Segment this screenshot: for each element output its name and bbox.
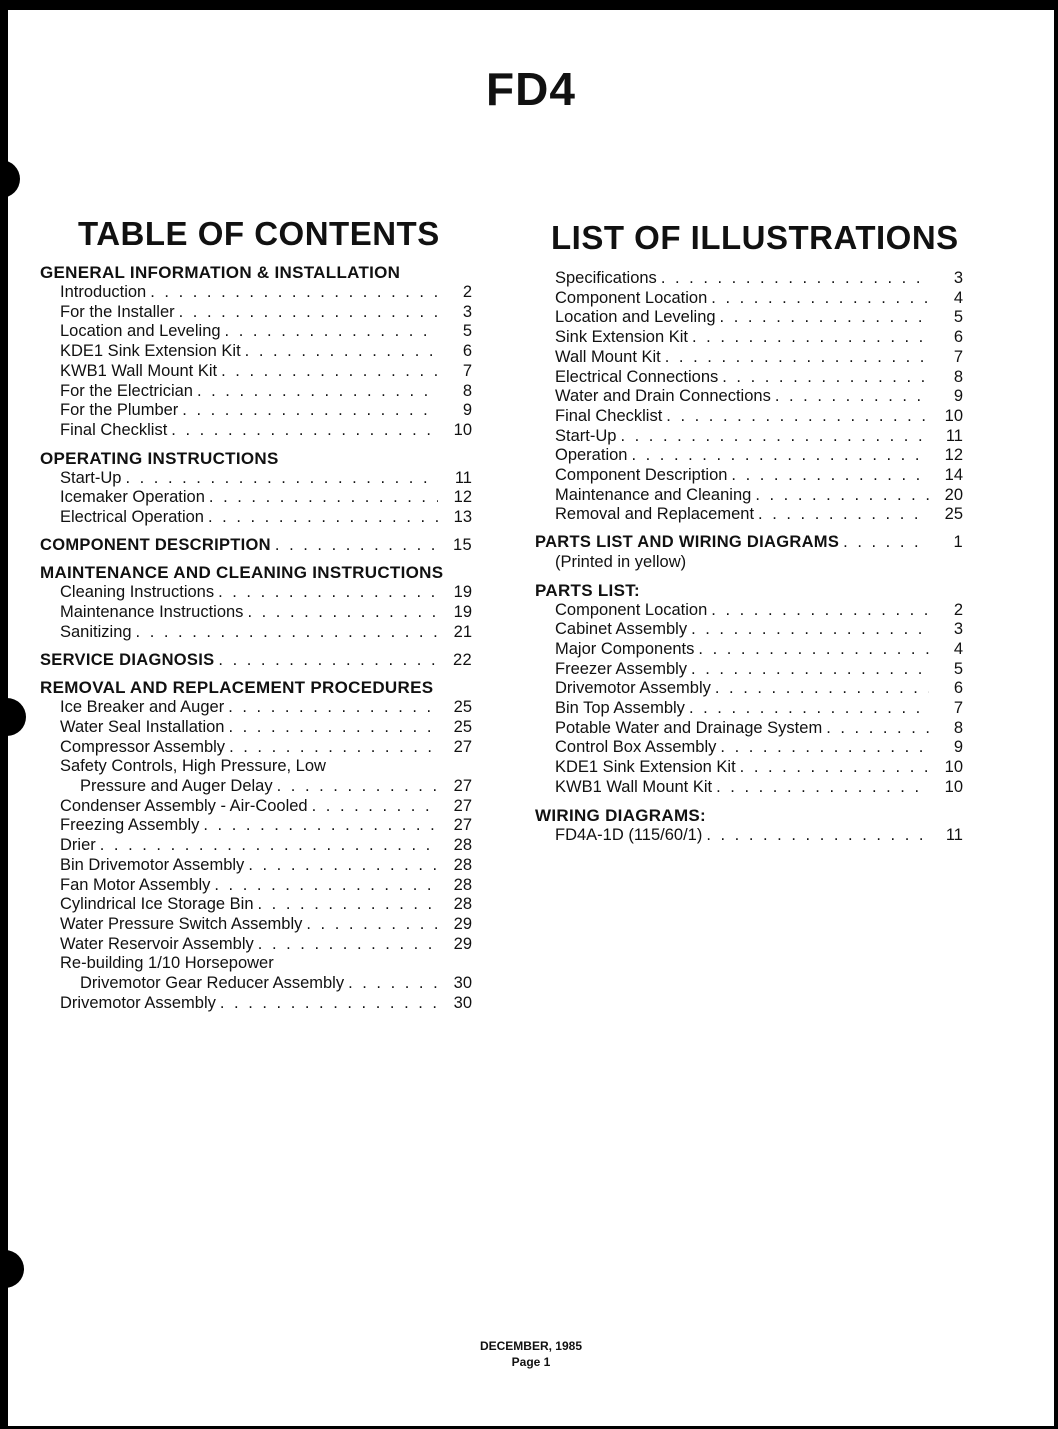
loi-entry[interactable]: Wall Mount Kit . . . 7 xyxy=(535,348,963,368)
toc-entry[interactable]: For the Plumber . . . 9 xyxy=(40,401,472,421)
toc-entry[interactable]: Introduction . . . 2 xyxy=(40,283,472,303)
page-footer xyxy=(8,1338,1054,1370)
table-of-contents xyxy=(40,215,472,1014)
loi-title: LIST OF ILLUSTRATIONS xyxy=(551,219,959,256)
toc-entry-label: Re-building 1/10 Horsepower xyxy=(60,954,274,973)
toc-section-heading: MAINTENANCE AND CLEANING INSTRUCTIONS xyxy=(40,563,444,583)
toc-section-service xyxy=(40,651,472,671)
loi-entry[interactable]: Specifications . . . 3 xyxy=(535,269,963,289)
toc-title: TABLE OF CONTENTS xyxy=(78,215,440,252)
toc-entry[interactable]: Drier . . . 28 xyxy=(40,836,472,856)
loi-entry[interactable]: Component Location . . . 2 xyxy=(535,601,963,621)
toc-section-heading: GENERAL INFORMATION & INSTALLATION xyxy=(40,263,401,282)
toc-entry[interactable]: Ice Breaker and Auger . . . 25 xyxy=(40,698,472,718)
toc-entry[interactable]: Water Reservoir Assembly . . . 29 xyxy=(40,935,472,955)
toc-section-general xyxy=(40,263,472,441)
document-code: FD4 xyxy=(486,63,576,115)
toc-entry[interactable]: Drivemotor Gear Reducer Assembly . . . 30 xyxy=(40,974,472,994)
toc-entry[interactable]: Maintenance Instructions . . . 19 xyxy=(40,603,472,623)
footer-page-number: Page 1 xyxy=(511,1355,551,1369)
loi-entry[interactable]: Control Box Assembly . . . 9 xyxy=(535,738,963,758)
loi-entry[interactable]: Maintenance and Cleaning . . . 20 xyxy=(535,486,963,506)
toc-entry[interactable]: Location and Leveling . . . 5 xyxy=(40,322,472,342)
loi-entry[interactable]: Operation . . . 12 xyxy=(535,446,963,466)
binder-hole-mark xyxy=(0,1250,24,1288)
loi-parts-and-wiring xyxy=(535,533,963,572)
toc-entry[interactable]: Cleaning Instructions . . . 19 xyxy=(40,583,472,603)
toc-entry[interactable]: Bin Drivemotor Assembly . . . 28 xyxy=(40,856,472,876)
loi-entry[interactable]: Location and Leveling . . . 5 xyxy=(535,308,963,328)
toc-entry[interactable]: For the Electrician . . . 8 xyxy=(40,382,472,402)
loi-entry[interactable]: Bin Top Assembly . . . 7 xyxy=(535,699,963,719)
toc-entry-label: Safety Controls, High Pressure, Low xyxy=(60,757,326,776)
loi-entry[interactable]: KDE1 Sink Extension Kit . . . 10 xyxy=(535,758,963,778)
document-page xyxy=(8,10,1054,1426)
toc-section-heading[interactable]: SERVICE DIAGNOSIS . . . 22 xyxy=(40,651,472,671)
toc-section-operating xyxy=(40,449,472,528)
loi-entry[interactable]: Component Location . . . 4 xyxy=(535,289,963,309)
loi-entry[interactable]: KWB1 Wall Mount Kit . . . 10 xyxy=(535,778,963,798)
toc-entry[interactable]: Sanitizing . . . 21 xyxy=(40,623,472,643)
toc-entry[interactable]: Pressure and Auger Delay . . . 27 xyxy=(40,777,472,797)
toc-entry[interactable]: Electrical Operation . . . 13 xyxy=(40,508,472,528)
toc-entry[interactable]: Compressor Assembly . . . 27 xyxy=(40,738,472,758)
loi-wiring-diagrams xyxy=(535,806,963,846)
toc-section-heading: REMOVAL AND REPLACEMENT PROCEDURES xyxy=(40,678,434,698)
toc-entry[interactable]: Start-Up . . . 11 xyxy=(40,469,472,489)
toc-section-heading[interactable]: COMPONENT DESCRIPTION . . . 15 xyxy=(40,536,472,556)
toc-section-removal xyxy=(40,678,472,1013)
loi-section-heading: WIRING DIAGRAMS: xyxy=(535,805,707,825)
loi-section-heading[interactable]: PARTS LIST AND WIRING DIAGRAMS . . . 1 xyxy=(535,533,963,553)
footer-date: DECEMBER, 1985 xyxy=(479,1339,583,1353)
toc-entry[interactable]: Icemaker Operation . . . 12 xyxy=(40,488,472,508)
toc-section-maintenance xyxy=(40,563,472,642)
toc-entry[interactable]: Water Seal Installation . . . 25 xyxy=(40,718,472,738)
toc-entry[interactable]: KWB1 Wall Mount Kit . . . 7 xyxy=(40,362,472,382)
loi-entry[interactable]: Water and Drain Connections . . . 9 xyxy=(535,387,963,407)
loi-entry[interactable]: Freezer Assembly . . . 5 xyxy=(535,660,963,680)
loi-entry[interactable]: Component Description . . . 14 xyxy=(535,466,963,486)
binder-hole-mark xyxy=(0,160,20,198)
toc-entry[interactable]: Water Pressure Switch Assembly . . . 29 xyxy=(40,915,472,935)
toc-entry[interactable]: For the Installer . . . 3 xyxy=(40,303,472,323)
loi-entry[interactable]: Sink Extension Kit . . . 6 xyxy=(535,328,963,348)
loi-entry[interactable]: Major Components . . . 4 xyxy=(535,640,963,660)
toc-entry[interactable]: Drivemotor Assembly . . . 30 xyxy=(40,994,472,1014)
loi-entry[interactable]: Electrical Connections . . . 8 xyxy=(535,368,963,388)
toc-entry[interactable]: Final Checklist . . . 10 xyxy=(40,421,472,441)
loi-entry[interactable]: Removal and Replacement . . . 25 xyxy=(535,505,963,525)
toc-section-component xyxy=(40,536,472,556)
loi-entry[interactable]: FD4A-1D (115/60/1) . . . 11 xyxy=(535,826,963,846)
toc-entry[interactable]: Fan Motor Assembly . . . 28 xyxy=(40,876,472,896)
loi-parts-list xyxy=(535,581,963,798)
list-of-illustrations xyxy=(535,219,963,845)
toc-entry[interactable]: KDE1 Sink Extension Kit . . . 6 xyxy=(40,342,472,362)
toc-entry[interactable]: Cylindrical Ice Storage Bin . . . 28 xyxy=(40,895,472,915)
loi-entry[interactable]: Start-Up . . . 11 xyxy=(535,427,963,447)
loi-section-heading: PARTS LIST: xyxy=(535,580,640,600)
loi-entry[interactable]: Cabinet Assembly . . . 3 xyxy=(535,620,963,640)
loi-general-list xyxy=(535,269,963,525)
toc-entry[interactable]: Freezing Assembly . . . 27 xyxy=(40,816,472,836)
loi-note: (Printed in yellow) xyxy=(555,552,687,571)
binder-hole-mark xyxy=(0,698,26,736)
loi-entry[interactable]: Final Checklist . . . 10 xyxy=(535,407,963,427)
toc-entry[interactable]: Condenser Assembly - Air-Cooled . . . 27 xyxy=(40,797,472,817)
toc-section-heading: OPERATING INSTRUCTIONS xyxy=(40,448,279,468)
loi-entry[interactable]: Drivemotor Assembly . . . 6 xyxy=(535,679,963,699)
loi-entry[interactable]: Potable Water and Drainage System . . . 8 xyxy=(535,719,963,739)
